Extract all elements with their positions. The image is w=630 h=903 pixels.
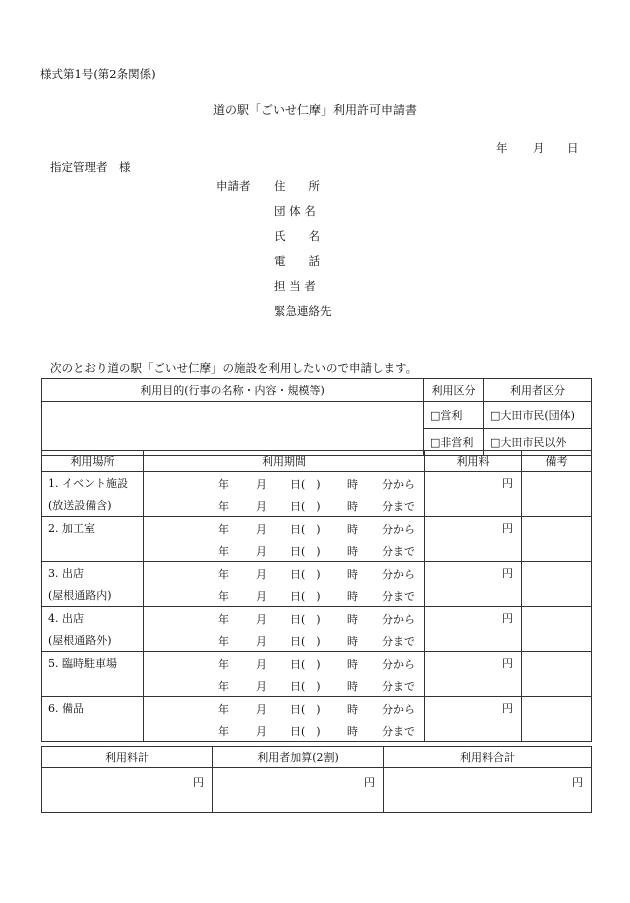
period-start[interactable] (144, 607, 424, 629)
yen-unit: 円 (502, 567, 513, 580)
period-day-label: 日( ) (290, 478, 321, 491)
place-name: 4. 出店 (42, 607, 144, 630)
surcharge-header: 利用者加算(2割) (213, 747, 384, 768)
period-year-label: 年 (218, 545, 229, 558)
fee-cell[interactable] (425, 472, 522, 495)
period-month-label: 月 (256, 545, 267, 558)
remarks-cell[interactable] (522, 562, 592, 585)
place-subname (42, 674, 144, 697)
period-year-label: 年 (218, 635, 229, 648)
usage-table (41, 450, 592, 742)
remarks-cell[interactable] (522, 472, 592, 495)
period-month-label: 月 (256, 523, 267, 536)
period-day-label: 日( ) (290, 545, 321, 558)
table-row (42, 629, 592, 652)
period-hour-label: 時 (347, 703, 358, 716)
period-start[interactable] (144, 697, 424, 719)
intro-text: 次のとおり道の駅「ごいせ仁摩」の施設を利用したいので申請します。 (50, 361, 418, 375)
period-end-cell[interactable] (144, 629, 425, 652)
place-subname: (放送設備含) (42, 494, 144, 517)
period-hour-label: 時 (347, 590, 358, 603)
period-day-label: 日( ) (290, 635, 321, 648)
period-hour-label: 時 (347, 613, 358, 626)
form-title: 道の駅「ごいせ仁摩」利用許可申請書 (212, 103, 417, 117)
date-year-label: 年 (496, 141, 508, 155)
user-category-header: 利用者区分 (484, 379, 592, 402)
remarks-cell[interactable] (522, 652, 592, 675)
period-day-label: 日( ) (290, 500, 321, 513)
yen-unit: 円 (572, 776, 583, 789)
applicant-emergency-contact-label: 緊急連絡先 (274, 304, 332, 318)
totals-table (41, 746, 592, 813)
grand-total-header: 利用料合計 (384, 747, 592, 768)
period-year-label: 年 (218, 658, 229, 671)
table-row (42, 494, 592, 517)
yen-unit: 円 (502, 657, 513, 670)
period-day-label: 日( ) (290, 725, 321, 738)
table-row (42, 562, 592, 585)
period-end[interactable] (144, 629, 424, 651)
checkbox-non-resident[interactable]: □大田市民以外 (484, 429, 592, 456)
remarks-cell-lower[interactable] (522, 674, 592, 697)
period-hour-label: 時 (347, 478, 358, 491)
period-year-label: 年 (218, 478, 229, 491)
date-month-label: 月 (533, 141, 545, 155)
table-row (42, 584, 592, 607)
yen-unit: 円 (502, 702, 513, 715)
period-hour-label: 時 (347, 725, 358, 738)
yen-unit: 円 (364, 776, 375, 789)
period-hour-label: 時 (347, 523, 358, 536)
period-start[interactable] (144, 472, 424, 494)
applicant-label: 申請者 (216, 179, 251, 193)
yen-unit: 円 (502, 612, 513, 625)
applicant-name-label: 氏 名 (274, 229, 320, 243)
period-end[interactable] (144, 674, 424, 696)
checkbox-profit[interactable]: □営利 (424, 402, 484, 429)
applicant-phone-label: 電 話 (274, 254, 320, 268)
period-year-label: 年 (218, 590, 229, 603)
place-name: 6. 備品 (42, 697, 144, 720)
period-month-label: 月 (256, 635, 267, 648)
remarks-cell-lower[interactable] (522, 494, 592, 517)
period-hour-label: 時 (347, 568, 358, 581)
date-day-label: 日 (567, 141, 579, 155)
remarks-cell[interactable] (522, 517, 592, 540)
purpose-table (41, 378, 592, 456)
period-start-cell[interactable] (144, 517, 425, 540)
period-day-label: 日( ) (290, 703, 321, 716)
period-to-label: 分まで (382, 635, 415, 648)
period-end-cell[interactable] (144, 584, 425, 607)
period-from-label: 分から (382, 478, 415, 491)
remarks-cell[interactable] (522, 607, 592, 630)
period-year-label: 年 (218, 725, 229, 738)
table-row (42, 719, 592, 742)
fee-cell[interactable] (425, 562, 522, 585)
period-header: 利用期間 (144, 451, 425, 472)
period-end[interactable] (144, 584, 424, 606)
period-month-label: 月 (256, 478, 267, 491)
period-hour-label: 時 (347, 680, 358, 693)
period-day-label: 日( ) (290, 590, 321, 603)
period-start[interactable] (144, 652, 424, 674)
period-start[interactable] (144, 562, 424, 584)
remarks-cell-lower[interactable] (522, 584, 592, 607)
remarks-cell-lower[interactable] (522, 629, 592, 652)
period-month-label: 月 (256, 680, 267, 693)
fee-cell[interactable] (425, 652, 522, 675)
period-day-label: 日( ) (290, 568, 321, 581)
fee-cell-lower[interactable] (425, 494, 522, 517)
period-month-label: 月 (256, 703, 267, 716)
period-end[interactable] (144, 494, 424, 516)
fee-cell[interactable] (425, 697, 522, 720)
surcharge-input[interactable] (213, 768, 384, 813)
fee-cell[interactable] (425, 517, 522, 540)
period-from-label: 分から (382, 568, 415, 581)
period-end-cell[interactable] (144, 674, 425, 697)
fee-total-header: 利用料計 (42, 747, 213, 768)
place-name: 2. 加工室 (42, 517, 144, 540)
period-to-label: 分まで (382, 725, 415, 738)
checkbox-oda-resident[interactable]: □大田市民(団体) (484, 402, 592, 429)
period-month-label: 月 (256, 590, 267, 603)
table-row (42, 539, 592, 562)
yen-unit: 円 (193, 776, 204, 789)
fee-cell-lower[interactable] (425, 719, 522, 742)
period-from-label: 分から (382, 703, 415, 716)
category-header: 利用区分 (424, 379, 484, 402)
period-year-label: 年 (218, 613, 229, 626)
period-year-label: 年 (218, 523, 229, 536)
period-start-cell[interactable] (144, 697, 425, 720)
period-month-label: 月 (256, 658, 267, 671)
period-to-label: 分まで (382, 545, 415, 558)
period-start-cell[interactable] (144, 607, 425, 630)
period-to-label: 分まで (382, 500, 415, 513)
fee-cell-lower[interactable] (425, 629, 522, 652)
place-subname: (屋根通路内) (42, 584, 144, 607)
form-number: 様式第1号(第2条関係) (40, 67, 156, 81)
table-row (42, 517, 592, 540)
place-subname (42, 719, 144, 742)
period-end-cell[interactable] (144, 539, 425, 562)
table-row (42, 674, 592, 697)
period-month-label: 月 (256, 613, 267, 626)
period-to-label: 分まで (382, 590, 415, 603)
period-end[interactable] (144, 719, 424, 741)
period-day-label: 日( ) (290, 613, 321, 626)
period-end[interactable] (144, 539, 424, 561)
period-year-label: 年 (218, 568, 229, 581)
period-month-label: 月 (256, 568, 267, 581)
yen-unit: 円 (502, 477, 513, 490)
fee-total-input[interactable] (42, 768, 213, 813)
period-year-label: 年 (218, 680, 229, 693)
table-row (42, 472, 592, 495)
period-end-cell[interactable] (144, 719, 425, 742)
fee-header: 利用料 (425, 451, 522, 472)
fee-cell[interactable] (425, 607, 522, 630)
checkbox-non-profit[interactable]: □非営利 (424, 429, 484, 456)
period-hour-label: 時 (347, 500, 358, 513)
applicant-organization-label: 団 体 名 (274, 204, 316, 218)
table-row (42, 697, 592, 720)
applicant-contact-person-label: 担 当 者 (274, 279, 316, 293)
purpose-input[interactable] (42, 402, 424, 456)
fee-cell-lower[interactable] (425, 674, 522, 697)
fee-cell-lower[interactable] (425, 539, 522, 562)
place-subname: (屋根通路外) (42, 629, 144, 652)
remarks-cell-lower[interactable] (522, 719, 592, 742)
remarks-cell-lower[interactable] (522, 539, 592, 562)
period-end-cell[interactable] (144, 494, 425, 517)
purpose-header: 利用目的(行事の名称・内容・規模等) (42, 379, 424, 402)
place-header: 利用場所 (42, 451, 144, 472)
remarks-header: 備考 (522, 451, 592, 472)
place-name: 1. イベント施設 (42, 472, 144, 495)
period-to-label: 分まで (382, 680, 415, 693)
period-from-label: 分から (382, 613, 415, 626)
fee-cell-lower[interactable] (425, 584, 522, 607)
table-row (42, 607, 592, 630)
period-day-label: 日( ) (290, 658, 321, 671)
place-subname (42, 539, 144, 562)
applicant-address-label: 住 所 (274, 179, 320, 193)
remarks-cell[interactable] (522, 697, 592, 720)
period-from-label: 分から (382, 523, 415, 536)
period-start-cell[interactable] (144, 472, 425, 495)
yen-unit: 円 (502, 522, 513, 535)
grand-total-input[interactable] (384, 768, 592, 813)
period-month-label: 月 (256, 500, 267, 513)
period-hour-label: 時 (347, 635, 358, 648)
period-start-cell[interactable] (144, 562, 425, 585)
place-name: 3. 出店 (42, 562, 144, 585)
place-name: 5. 臨時駐車場 (42, 652, 144, 675)
period-hour-label: 時 (347, 545, 358, 558)
period-start[interactable] (144, 517, 424, 539)
period-month-label: 月 (256, 725, 267, 738)
period-year-label: 年 (218, 703, 229, 716)
period-year-label: 年 (218, 500, 229, 513)
period-day-label: 日( ) (290, 680, 321, 693)
addressee: 指定管理者 様 (50, 160, 131, 174)
table-row (42, 652, 592, 675)
period-from-label: 分から (382, 658, 415, 671)
period-day-label: 日( ) (290, 523, 321, 536)
period-start-cell[interactable] (144, 652, 425, 675)
period-hour-label: 時 (347, 658, 358, 671)
